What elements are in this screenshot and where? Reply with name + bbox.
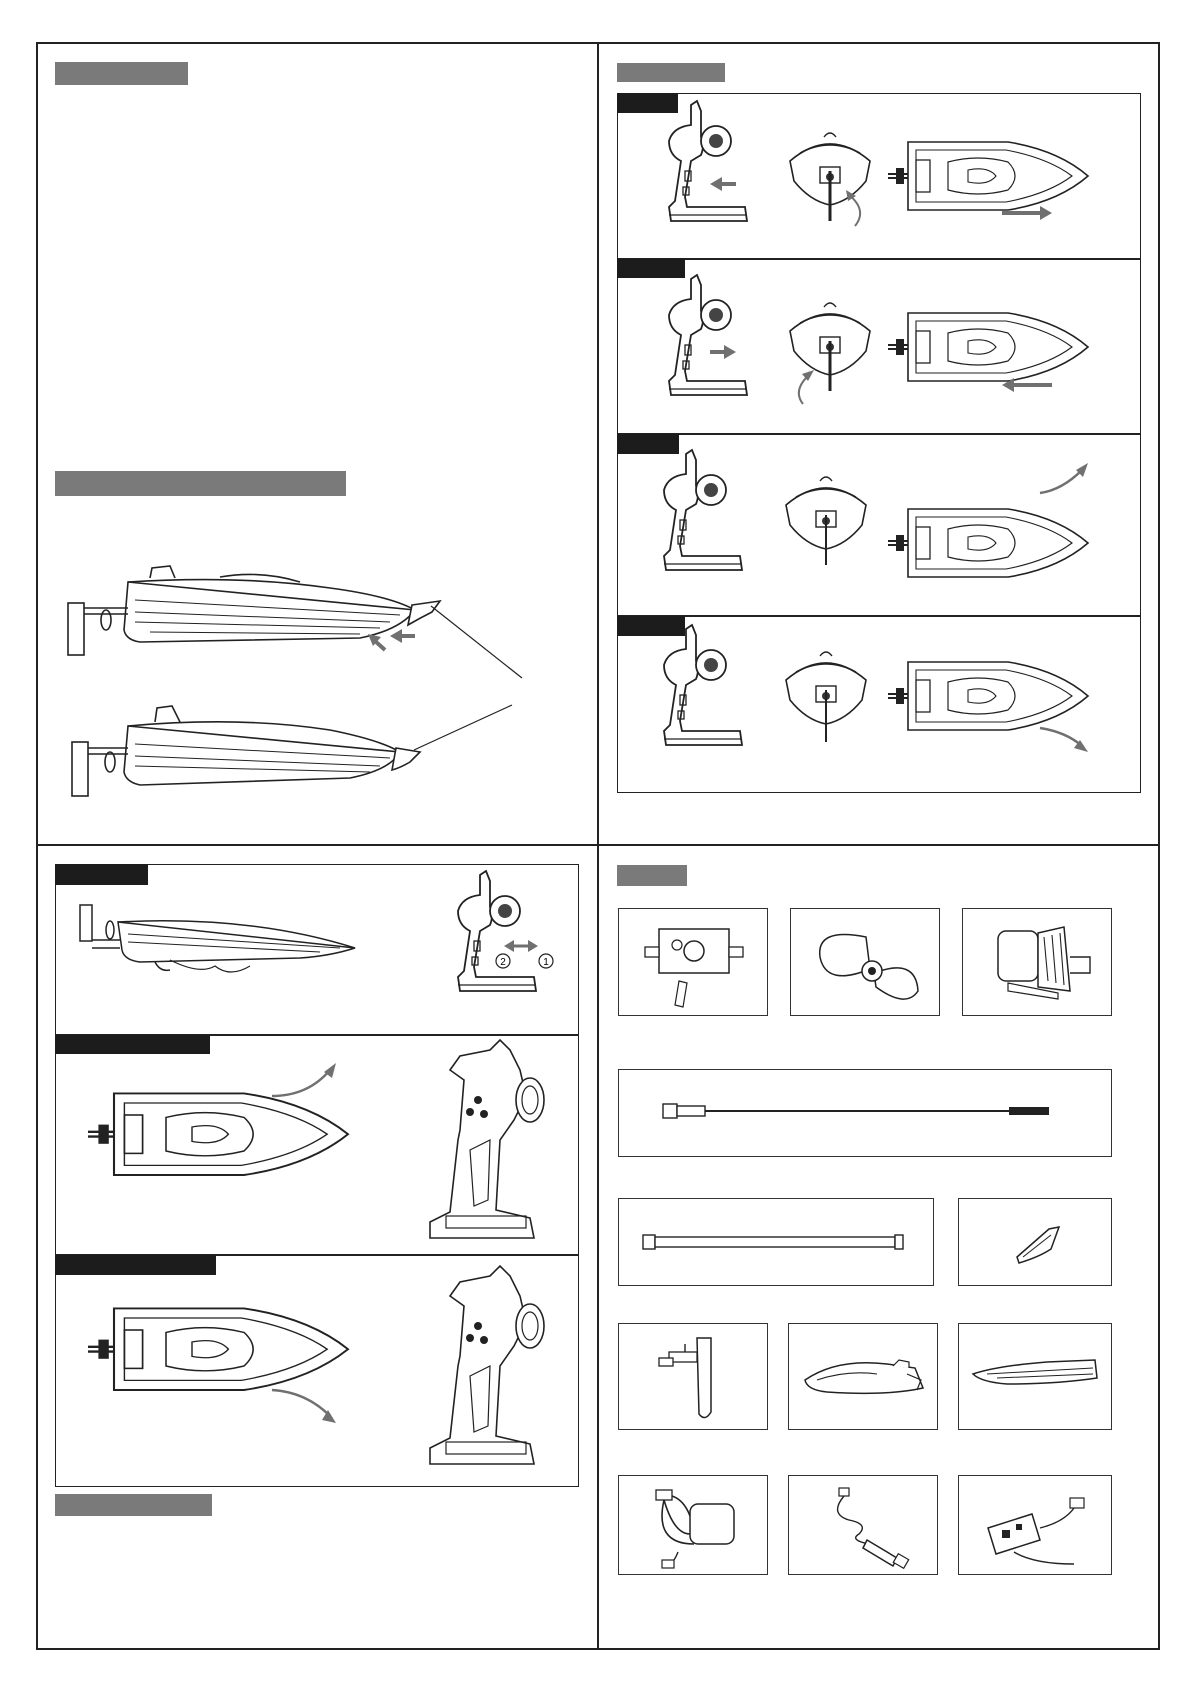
part-canopy — [788, 1323, 938, 1430]
trim-3-transmitter-icon — [430, 1266, 560, 1476]
bow-guard-icon — [1009, 1219, 1069, 1269]
part-motor — [962, 908, 1112, 1016]
part-servo — [618, 908, 768, 1016]
part-bow-guard — [958, 1198, 1112, 1286]
motor-icon — [978, 917, 1098, 1012]
propeller-icon — [806, 917, 926, 1012]
canopy-icon — [797, 1344, 932, 1414]
part-rudder — [618, 1323, 768, 1430]
receiver-board-icon — [974, 1484, 1099, 1572]
usb-charger-icon — [809, 1484, 919, 1572]
trim-mark-2: 2 — [500, 957, 506, 968]
shaft-tube-icon — [639, 1221, 919, 1265]
trim-mark-1: 1 — [543, 957, 549, 968]
part-shaft-tube — [618, 1198, 934, 1286]
part-receiver-board — [958, 1475, 1112, 1575]
flex-shaft-icon — [659, 1090, 1079, 1140]
part-propeller — [790, 908, 940, 1016]
part-hull — [958, 1323, 1112, 1430]
part-flex-shaft — [618, 1069, 1112, 1157]
hull-icon — [967, 1344, 1107, 1404]
battery-icon — [634, 1484, 754, 1572]
part-battery — [618, 1475, 768, 1575]
parts-header — [617, 865, 687, 886]
servo-icon — [639, 921, 749, 1011]
part-usb-charger — [788, 1475, 938, 1575]
rudder-icon — [649, 1334, 739, 1424]
